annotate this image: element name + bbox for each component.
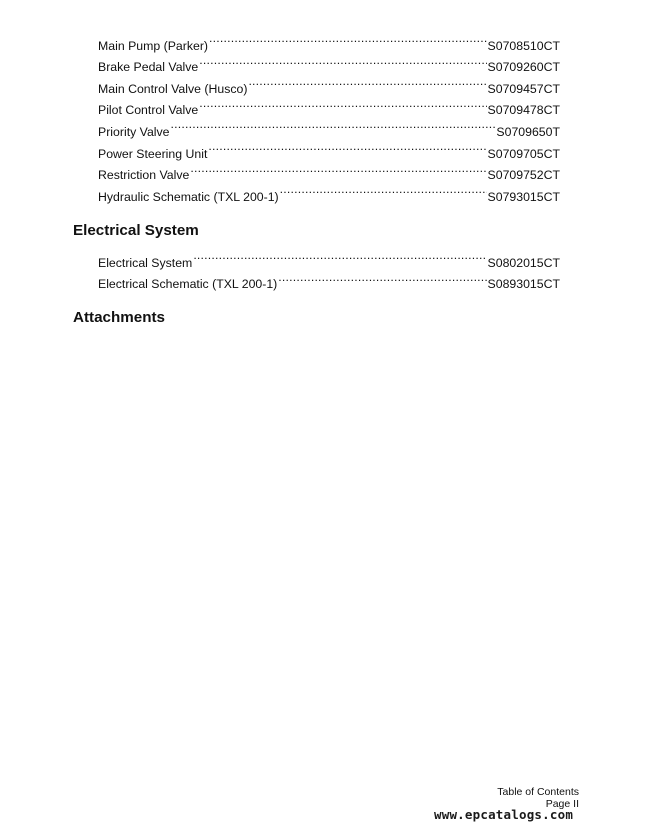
toc-entry-code: S0802015CT [487, 255, 560, 270]
toc-entry-title: Priority Valve [98, 124, 170, 139]
section-heading-electrical: Electrical System [73, 222, 199, 239]
toc-dot-leader [199, 50, 486, 72]
toc-entry-code: S0709650T [496, 124, 560, 139]
watermark: www.epcatalogs.com [434, 807, 574, 822]
toc-dot-leader [190, 158, 486, 180]
toc-dot-leader [199, 93, 486, 115]
toc-entry-title: Brake Pedal Valve [98, 60, 199, 75]
toc-entry-electrical-system[interactable] [98, 245, 560, 270]
section-heading-attachments: Attachments [73, 309, 165, 326]
toc-entry-code: S0709457CT [487, 81, 560, 96]
toc-entry-code: S0709260CT [487, 60, 560, 75]
toc-entry-title: Pilot Control Valve [98, 103, 199, 118]
toc-dot-leader [278, 267, 486, 289]
toc-dot-leader [248, 71, 486, 93]
toc-entry-code: S0709478CT [487, 103, 560, 118]
toc-entry-title: Electrical Schematic (TXL 200-1) [98, 277, 278, 292]
toc-dot-leader [193, 245, 486, 267]
toc-entry-code: S0709705CT [487, 146, 560, 161]
toc-entry-title: Hydraulic Schematic (TXL 200-1) [98, 189, 279, 204]
toc-entry-code: S0893015CT [487, 277, 560, 292]
toc-entry-code: S0709752CT [487, 168, 560, 183]
toc-entry-title: Restriction Valve [98, 168, 190, 183]
toc-entry-code: S0708510CT [487, 38, 560, 53]
toc-entry-title: Main Control Valve (Husco) [98, 81, 248, 96]
toc-entry-title: Power Steering Unit [98, 146, 208, 161]
toc-entry-title: Main Pump (Parker) [98, 38, 209, 53]
electrical-toc-group [98, 245, 560, 292]
toc-entry-main-pump[interactable] [98, 28, 560, 53]
toc-dot-leader [171, 114, 496, 136]
footer-page-number: Page II [545, 798, 579, 810]
toc-entry-code: S0793015CT [487, 189, 560, 204]
toc-dot-leader [209, 28, 487, 50]
toc-entry-title: Electrical System [98, 255, 193, 270]
hydraulic-toc-group [98, 28, 560, 204]
toc-dot-leader [208, 136, 486, 158]
toc-dot-leader [280, 179, 487, 201]
footer-section-title: Table of Contents [497, 786, 579, 798]
